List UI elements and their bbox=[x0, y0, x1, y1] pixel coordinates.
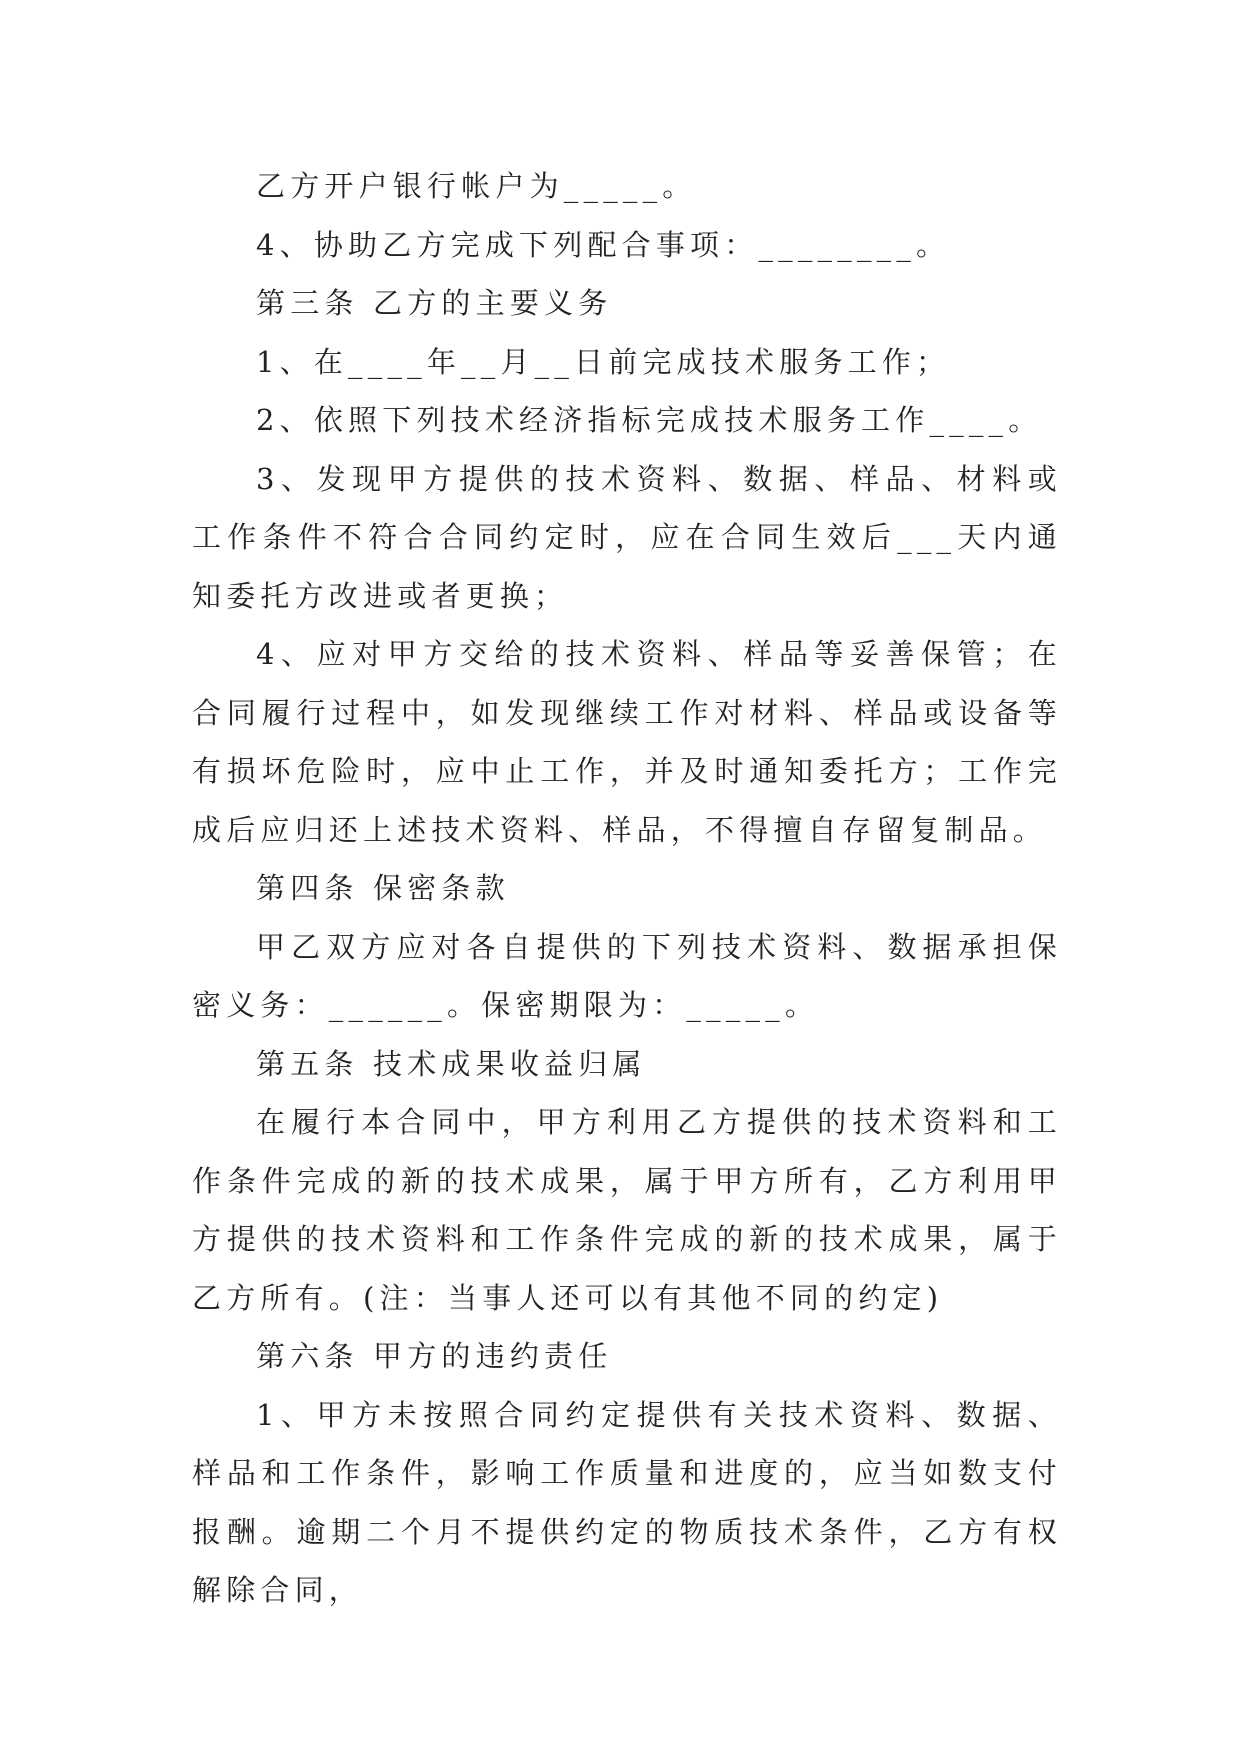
paragraph-safekeeping: 4、应对甲方交给的技术资料、样品等妥善保管；在合同履行过程中，如发现继续工作对材料、样品或设备等有损坏危险时，应中止工作，并及时通知委托方；工作完成后应归还上述技术资料、样品，不得擅自存留复制品。 bbox=[192, 637, 1062, 847]
paragraph-notify-defects: 3、发现甲方提供的技术资料、数据、样品、材料或工作条件不符合合同约定时，应在合同生效后___天内通知委托方改进或者更换； bbox=[192, 461, 1062, 613]
paragraph-results-ownership: 在履行本合同中，甲方利用乙方提供的技术资料和工作条件完成的新的技术成果，属于甲方所有，乙方利用甲方提供的技术资料和工作条件完成的新的技术成果，属于乙方所有。(注：当事人还可以有其他不同的约定) bbox=[192, 1105, 1062, 1315]
heading-article-5: 第五条 技术成果收益归属 bbox=[256, 1046, 647, 1081]
paragraph-assist-matters: 4、协助乙方完成下列配合事项：________。 bbox=[256, 227, 951, 262]
heading-article-4: 第四条 保密条款 bbox=[256, 871, 510, 905]
document-body bbox=[192, 157, 1062, 1620]
paragraph-bank-account: 乙方开户银行帐户为_____。 bbox=[256, 169, 697, 203]
paragraph-confidentiality: 甲乙双方应对各自提供的下列技术资料、数据承担保密义务：______。保密期限为：_____。 bbox=[192, 929, 1062, 1022]
heading-article-3: 第三条 乙方的主要义务 bbox=[256, 286, 613, 320]
paragraph-party-a-breach: 1、甲方未按照合同约定提供有关技术资料、数据、样品和工作条件，影响工作质量和进度的，应当如数支付报酬。逾期二个月不提供约定的物质技术条件，乙方有权解除合同， bbox=[192, 1397, 1062, 1607]
paragraph-indicators: 2、依照下列技术经济指标完成技术服务工作____。 bbox=[256, 403, 1043, 437]
paragraph-deadline: 1、在____年__月__日前完成技术服务工作； bbox=[256, 344, 951, 379]
heading-article-6: 第六条 甲方的违约责任 bbox=[256, 1339, 613, 1373]
